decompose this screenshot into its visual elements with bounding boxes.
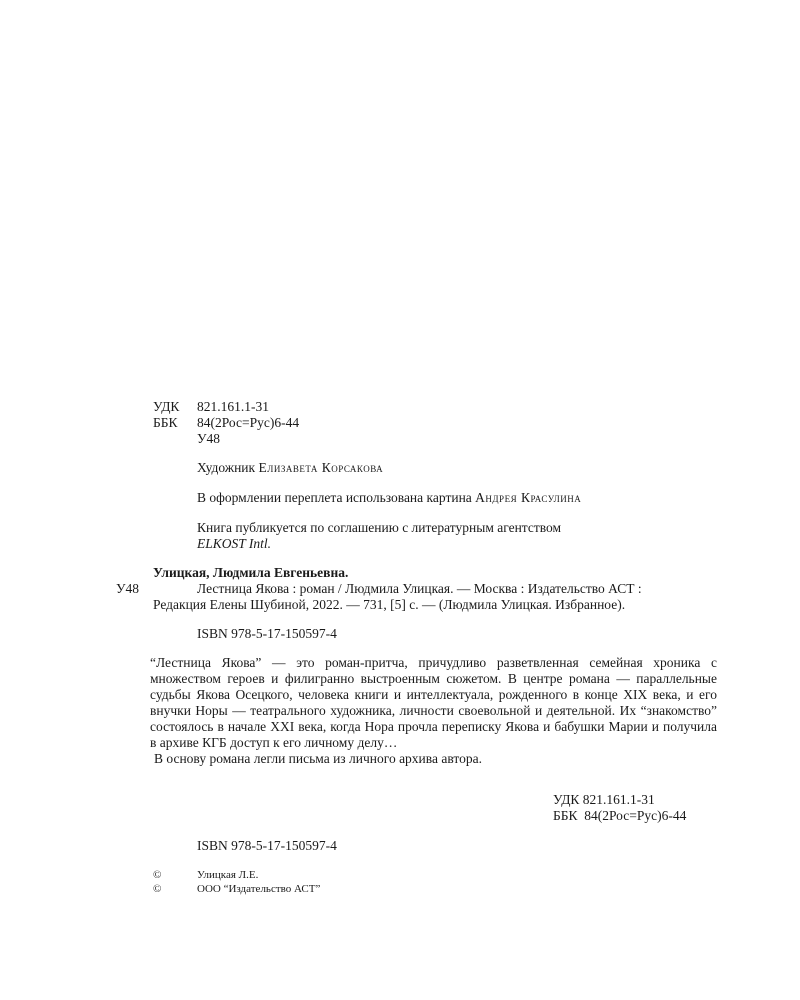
copyright-holder-1: Улицкая Л.Е. [197,869,259,881]
bib-author: Улицкая, Людмила Евгеньевна. [153,565,349,580]
copyright-symbol-2: © [153,883,162,895]
artist-name: Елизавета Корсакова [258,460,384,475]
copyright-holder-2: ООО “Издательство АСТ” [197,883,321,895]
bbk-line [153,415,299,431]
bbk-bottom: ББК 84(2Рос=Рус)6-44 [553,808,687,823]
cover-note [197,490,581,506]
isbn-bottom: ISBN 978-5-17-150597-4 [197,838,337,853]
agency-note-line2: ELKOST Intl. [197,536,272,551]
udk-value: 821.161.1-31 [197,399,269,414]
annotation-paragraph-1: “Лестница Якова” — это роман-притча, причудливо разветвленная семейная хроника с множеством героев и филигранно выстроенным сюжетом. В центре романа — параллельные судьбы Якова Осецкого, человека книги и интеллектуала, рожденного в конце XIX века, и его внучки Норы — театрального художника, личности своевольной и деятельной. Их “знакомство” состоялось в начале XXI века, когда Нора прочла переписку Якова и бабушки Марии и получила в архиве КГБ доступ к его личному делу… [150,655,717,750]
isbn-top: ISBN 978-5-17-150597-4 [197,626,337,641]
copyright-line-2 [153,881,320,897]
udk-label: УДК [153,399,180,414]
artist-credit [197,460,383,476]
bib-line1: Лестница Якова : роман / Людмила Улицкая. — Москва : Издательство АСТ : [197,581,642,596]
agency-note-line1: Книга публикуется по соглашению с литературным агентством [197,520,562,535]
bib-line2: Редакция Елены Шубиной, 2022. — 731, [5] с. — (Людмила Улицкая. Избранное). [153,597,626,612]
author-mark: У48 [197,431,221,446]
udk-line [153,399,269,415]
annotation [150,655,717,767]
udk-bottom: УДК 821.161.1-31 [553,792,655,807]
bbk-label: ББК [153,415,178,430]
artist-prefix: Художник [197,460,259,475]
copyright-symbol-1: © [153,869,162,881]
bbk-value: 84(2Рос=Рус)6-44 [197,415,300,430]
cover-note-prefix: В оформлении переплета использована картина [197,490,476,505]
cover-painter-name: Андрея Красулина [475,490,582,505]
annotation-paragraph-2: В основу романа легли письма из личного архива автора. [154,751,482,766]
bib-mark: У48 [116,581,140,596]
